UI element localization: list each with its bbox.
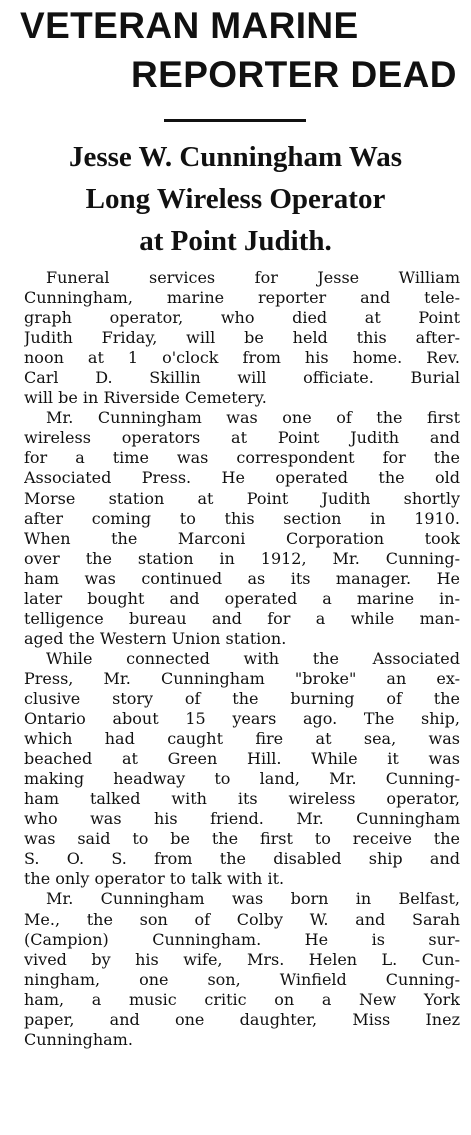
- article-body: [24, 268, 460, 1050]
- body-paragraph-2: [24, 408, 460, 649]
- body-line: Cunningham.: [24, 1029, 133, 1049]
- body-line: clusive story of the burning of the: [24, 688, 460, 708]
- body-line: Judith Friday, will be held this after-: [24, 328, 460, 348]
- body-line: will be in Riverside Cemetery.: [24, 388, 267, 408]
- body-line: vived by his wife, Mrs. Helen L. Cun-: [24, 949, 460, 969]
- body-line: ham was continued as its manager. He: [24, 568, 460, 588]
- headline-divider: [164, 119, 306, 122]
- body-line: ham talked with its wireless operator,: [24, 789, 460, 809]
- body-line: telligence bureau and for a while man-: [24, 608, 460, 628]
- body-line: noon at 1 o'clock from his home. Rev.: [24, 348, 460, 368]
- body-line: over the station in 1912, Mr. Cunning-: [24, 548, 460, 568]
- body-paragraph-3: [24, 649, 460, 890]
- body-line: for a time was correspondent for the: [24, 448, 460, 468]
- body-line: graph operator, who died at Point: [24, 308, 460, 328]
- body-line: (Campion) Cunningham. He is sur-: [24, 929, 460, 949]
- body-line: aged the Western Union station.: [24, 628, 287, 648]
- body-line: Associated Press. He operated the old: [24, 468, 460, 488]
- body-line: after coming to this section in 1910.: [24, 508, 460, 528]
- body-line: making headway to land, Mr. Cunning-: [24, 769, 460, 789]
- body-paragraph-1: [24, 268, 460, 408]
- body-line: Funeral services for Jesse William: [46, 268, 460, 287]
- body-line: beached at Green Hill. While it was: [24, 749, 460, 769]
- body-line: which had caught fire at sea, was: [24, 729, 460, 749]
- body-line: When the Marconi Corporation took: [24, 528, 460, 548]
- headline-line-2: REPORTER DEAD: [131, 54, 457, 95]
- body-line: Mr. Cunningham was born in Belfast,: [46, 889, 460, 909]
- body-line: the only operator to talk with it.: [24, 869, 285, 889]
- body-line: later bought and operated a marine in-: [24, 588, 460, 608]
- body-line: Mr. Cunningham was one of the first: [46, 408, 460, 428]
- deck-line-3: at Point Judith.: [139, 225, 332, 257]
- body-line: was said to be the first to receive the: [24, 829, 460, 849]
- headline-line-1: VETERAN MARINE: [20, 5, 359, 46]
- deck-line-1: Jesse W. Cunningham Was: [68, 141, 403, 173]
- body-line: Ontario about 15 years ago. The ship,: [24, 709, 460, 729]
- body-line: Me., the son of Colby W. and Sarah: [24, 909, 460, 929]
- body-line: who was his friend. Mr. Cunningham: [24, 809, 460, 829]
- body-line: Morse station at Point Judith shortly: [24, 488, 460, 508]
- body-line: S. O. S. from the disabled ship and: [24, 849, 460, 869]
- body-line: Carl D. Skillin will officiate. Burial: [24, 368, 460, 388]
- body-line: Cunningham, marine reporter and tele-: [24, 288, 460, 308]
- body-line: wireless operators at Point Judith and: [24, 428, 460, 448]
- body-paragraph-4: [24, 889, 460, 1049]
- body-line: ningham, one son, Winfield Cunning-: [24, 969, 460, 989]
- body-line: While connected with the Associated: [46, 648, 460, 668]
- body-line: paper, and one daughter, Miss Inez: [24, 1009, 460, 1029]
- body-line: Press, Mr. Cunningham "broke" an ex-: [24, 668, 460, 688]
- deck-line-2: Long Wireless Operator: [85, 183, 386, 215]
- body-line: ham, a music critic on a New York: [24, 989, 460, 1009]
